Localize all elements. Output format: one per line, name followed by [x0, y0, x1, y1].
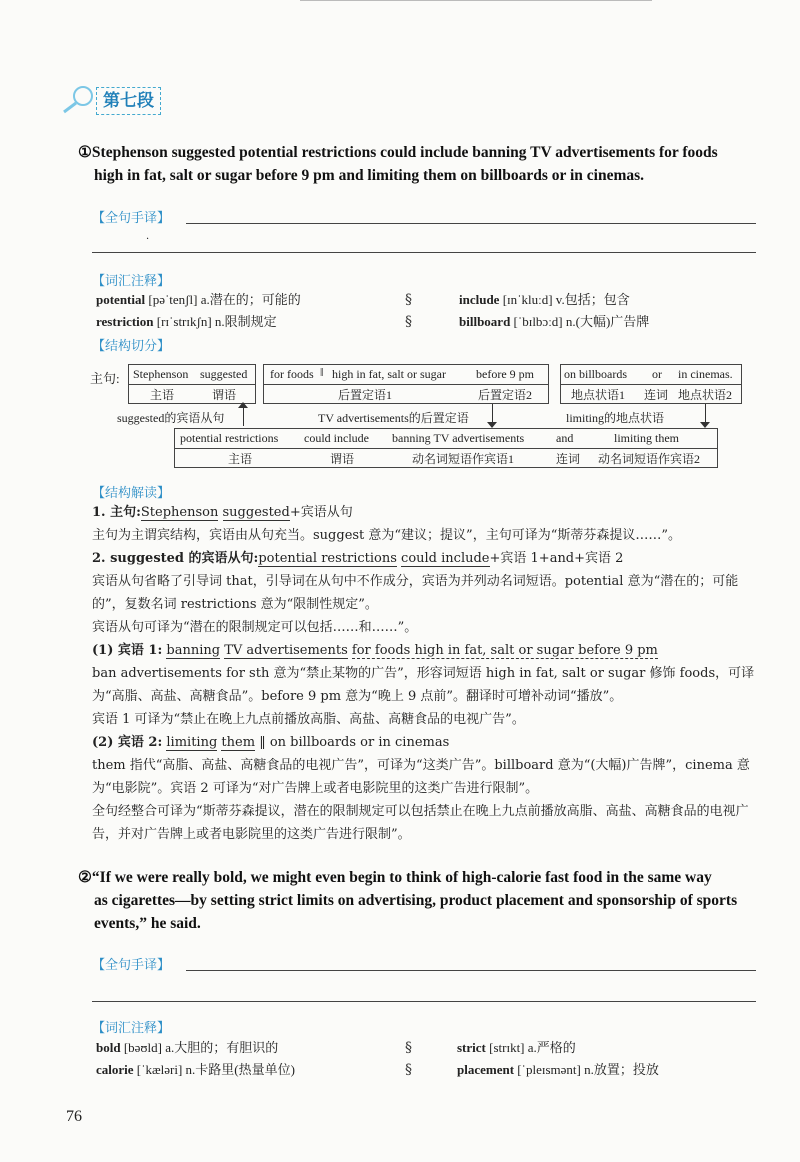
- analysis-p1: 主句为主谓宾结构，宾语由从句充当。suggest 意为“建议；提议”，主句可译为“斯蒂芬森提议……”。: [92, 528, 681, 543]
- vocab-item-include: include [ɪnˈkluːd] v.包括；包含: [459, 292, 630, 307]
- diagram-subject: 主语: [150, 388, 175, 402]
- sentence-2-line3: events,” he said.: [94, 915, 201, 932]
- translate-label-2: 【全句手译】: [92, 958, 171, 973]
- arrow-down-icon: [492, 404, 493, 424]
- diagram-before-9pm: before 9 pm: [476, 367, 534, 381]
- diagram-sep: ‖: [320, 365, 324, 379]
- sentence-1: [78, 141, 746, 187]
- vocab-item-calorie: calorie [ˈkæləri] n.卡路里(热量单位): [96, 1062, 295, 1077]
- diagram-high-in-fat: high in fat, salt or sugar: [332, 367, 446, 381]
- diagram-in-cinemas: in cinemas.: [678, 367, 733, 381]
- translate-line-1a[interactable]: [186, 223, 756, 224]
- analysis-h2: 2. suggested 的宾语从句:potential restrictions could include+宾语 1+and+宾语 2: [92, 551, 624, 566]
- diagram-mid-place: limiting的地点状语: [566, 411, 665, 425]
- translate-line-2a[interactable]: [186, 970, 756, 971]
- vocab-item-restriction: restriction [rɪˈstrɪkʃn] n.限制规定: [96, 314, 277, 329]
- diagram-suggested: suggested: [200, 367, 248, 381]
- analysis-h3: (1) 宾语 1: banning TV advertisements for foods high in fat, salt or sugar before 9 pm: [92, 643, 658, 658]
- vocab-item-bold: bold [bəʊld] a.大胆的；有胆识的: [96, 1040, 279, 1055]
- diagram-adv1: 地点状语1: [571, 388, 626, 402]
- sentence-2-line2: as cigarettes—by setting strict limits on advertising, product placement and sponsorship of sports: [94, 892, 738, 909]
- analysis-p2: 宾语从句省略了引导词 that，引导词在从句中不作成分，宾语为并列动名词短语。potential 意为“潜在的；可能的”，复数名词 restrictions 意为“限制性规定”。: [92, 574, 739, 612]
- diagram-divider: [174, 448, 718, 449]
- vocab-label-1: 【词汇注释】: [92, 274, 171, 289]
- diagram-stephenson: Stephenson: [133, 367, 189, 381]
- vocab-item-billboard: billboard [ˈbɪlbɔːd] n.(大幅)广告牌: [459, 314, 650, 329]
- wave-divider: §: [405, 1040, 412, 1056]
- vocab-label-2: 【词汇注释】: [92, 1021, 171, 1036]
- sentence-2: [78, 866, 746, 935]
- diagram-mid-attr: TV advertisements的后置定语: [318, 411, 469, 425]
- analysis-p7: 全句经整合可译为“斯蒂芬森提议，潜在的限制规定可以包括禁止在晚上九点前播放高脂、高盐、高糖食品的电视广告，并对广告牌上或者电影院里的这类广告进行限制”。: [92, 804, 749, 842]
- vocab-item-placement: placement [ˈpleɪsmənt] n.放置；投放: [457, 1062, 659, 1077]
- sentence-2-marker: ②: [78, 869, 92, 886]
- diagram-mid-obj-clause: suggested的宾语从句: [117, 411, 225, 425]
- diagram-r2-conj: 连词: [556, 452, 581, 466]
- diagram-predicate: 谓语: [212, 388, 237, 402]
- diagram-adv2: 地点状语2: [678, 388, 733, 402]
- diagram-could-include: could include: [304, 431, 369, 445]
- diagram-conj: 连词: [644, 388, 669, 402]
- sentence-1-marker: ①: [78, 144, 92, 161]
- analysis-label: 【结构解读】: [92, 486, 171, 501]
- page-number: 76: [66, 1108, 82, 1125]
- diagram-divider: [263, 384, 549, 385]
- diagram-limiting: limiting them: [614, 431, 679, 445]
- analysis-p5: 宾语 1 可译为“禁止在晚上九点前播放高脂、高盐、高糖食品的电视广告”。: [92, 712, 525, 727]
- diagram-r2-obj2: 动名词短语作宾语2: [598, 452, 701, 466]
- sentence-2-line1: “If we were really bold, we might even begin to think of high-calorie fast food in the same way: [91, 869, 712, 886]
- diagram-on-billboards: on billboards: [564, 367, 627, 381]
- analysis-h4: (2) 宾语 2: limiting them ‖ on billboards or in cinemas: [92, 735, 450, 750]
- diagram-r2-obj1: 动名词短语作宾语1: [412, 452, 515, 466]
- wave-divider: §: [405, 314, 412, 330]
- diagram-attr1: 后置定语1: [338, 388, 393, 402]
- analysis-h1: 1. 主句:Stephenson suggested+宾语从句: [92, 505, 353, 520]
- wave-divider: §: [405, 292, 412, 308]
- analysis-body: [92, 501, 762, 846]
- diagram-r2-predicate: 谓语: [330, 452, 355, 466]
- analysis-p6: them 指代“高脂、高盐、高糖食品的电视广告”，可译为“这类广告”。billboard 意为“(大幅)广告牌”，cinema 意为“电影院”。宾语 2 可译为“对广告牌上或者电影院里的这类广告进行限制”。: [92, 758, 750, 796]
- vocab-item-potential: potential [pəˈtenʃl] a.潜在的；可能的: [96, 292, 301, 307]
- translate-line-1b[interactable]: [92, 252, 756, 253]
- analysis-p3: 宾语从句可译为“潜在的限制规定可以包括……和……”。: [92, 620, 418, 635]
- diagram-banning: banning TV advertisements: [392, 431, 525, 445]
- analysis-p4: ban advertisements for sth 意为“禁止某物的广告”，形容词短语 high in fat, salt or sugar 修饰 foods，可译为“高脂、高盐、高糖食品”。before 9 pm 意为“晚上 9 点前”。翻译时可增补动词“播放”。: [92, 666, 755, 704]
- section-title: 第七段: [96, 87, 161, 115]
- diagram-divider: [560, 384, 742, 385]
- translate-label-1: 【全句手译】: [92, 211, 171, 226]
- arrow-head-icon: [238, 402, 248, 408]
- diagram-divider: [128, 384, 256, 385]
- vocab-item-strict: strict [strɪkt] a.严格的: [457, 1040, 576, 1055]
- diagram-and: and: [556, 431, 574, 445]
- diagram-lead: 主句:: [90, 371, 120, 386]
- sentence-1-line1: Stephenson suggested potential restrictions could include banning TV advertisements for foods: [91, 144, 718, 161]
- dot-mark: ·: [146, 234, 150, 245]
- top-rule: [300, 0, 652, 1]
- diagram-for-foods: for foods: [270, 367, 314, 381]
- translate-line-2b[interactable]: [92, 1001, 756, 1002]
- arrow-down-icon: [705, 404, 706, 424]
- diagram-r2-subject: 主语: [228, 452, 253, 466]
- wave-divider: §: [405, 1062, 412, 1078]
- diagram-attr2: 后置定语2: [478, 388, 533, 402]
- magnifier-icon: [60, 84, 98, 114]
- diagram-potential-restrictions: potential restrictions: [180, 431, 279, 445]
- sentence-1-line2: high in fat, salt or sugar before 9 pm and limiting them on billboards or in cinemas.: [94, 167, 645, 184]
- diagram-or: or: [652, 367, 662, 381]
- struct-label: 【结构切分】: [92, 339, 171, 354]
